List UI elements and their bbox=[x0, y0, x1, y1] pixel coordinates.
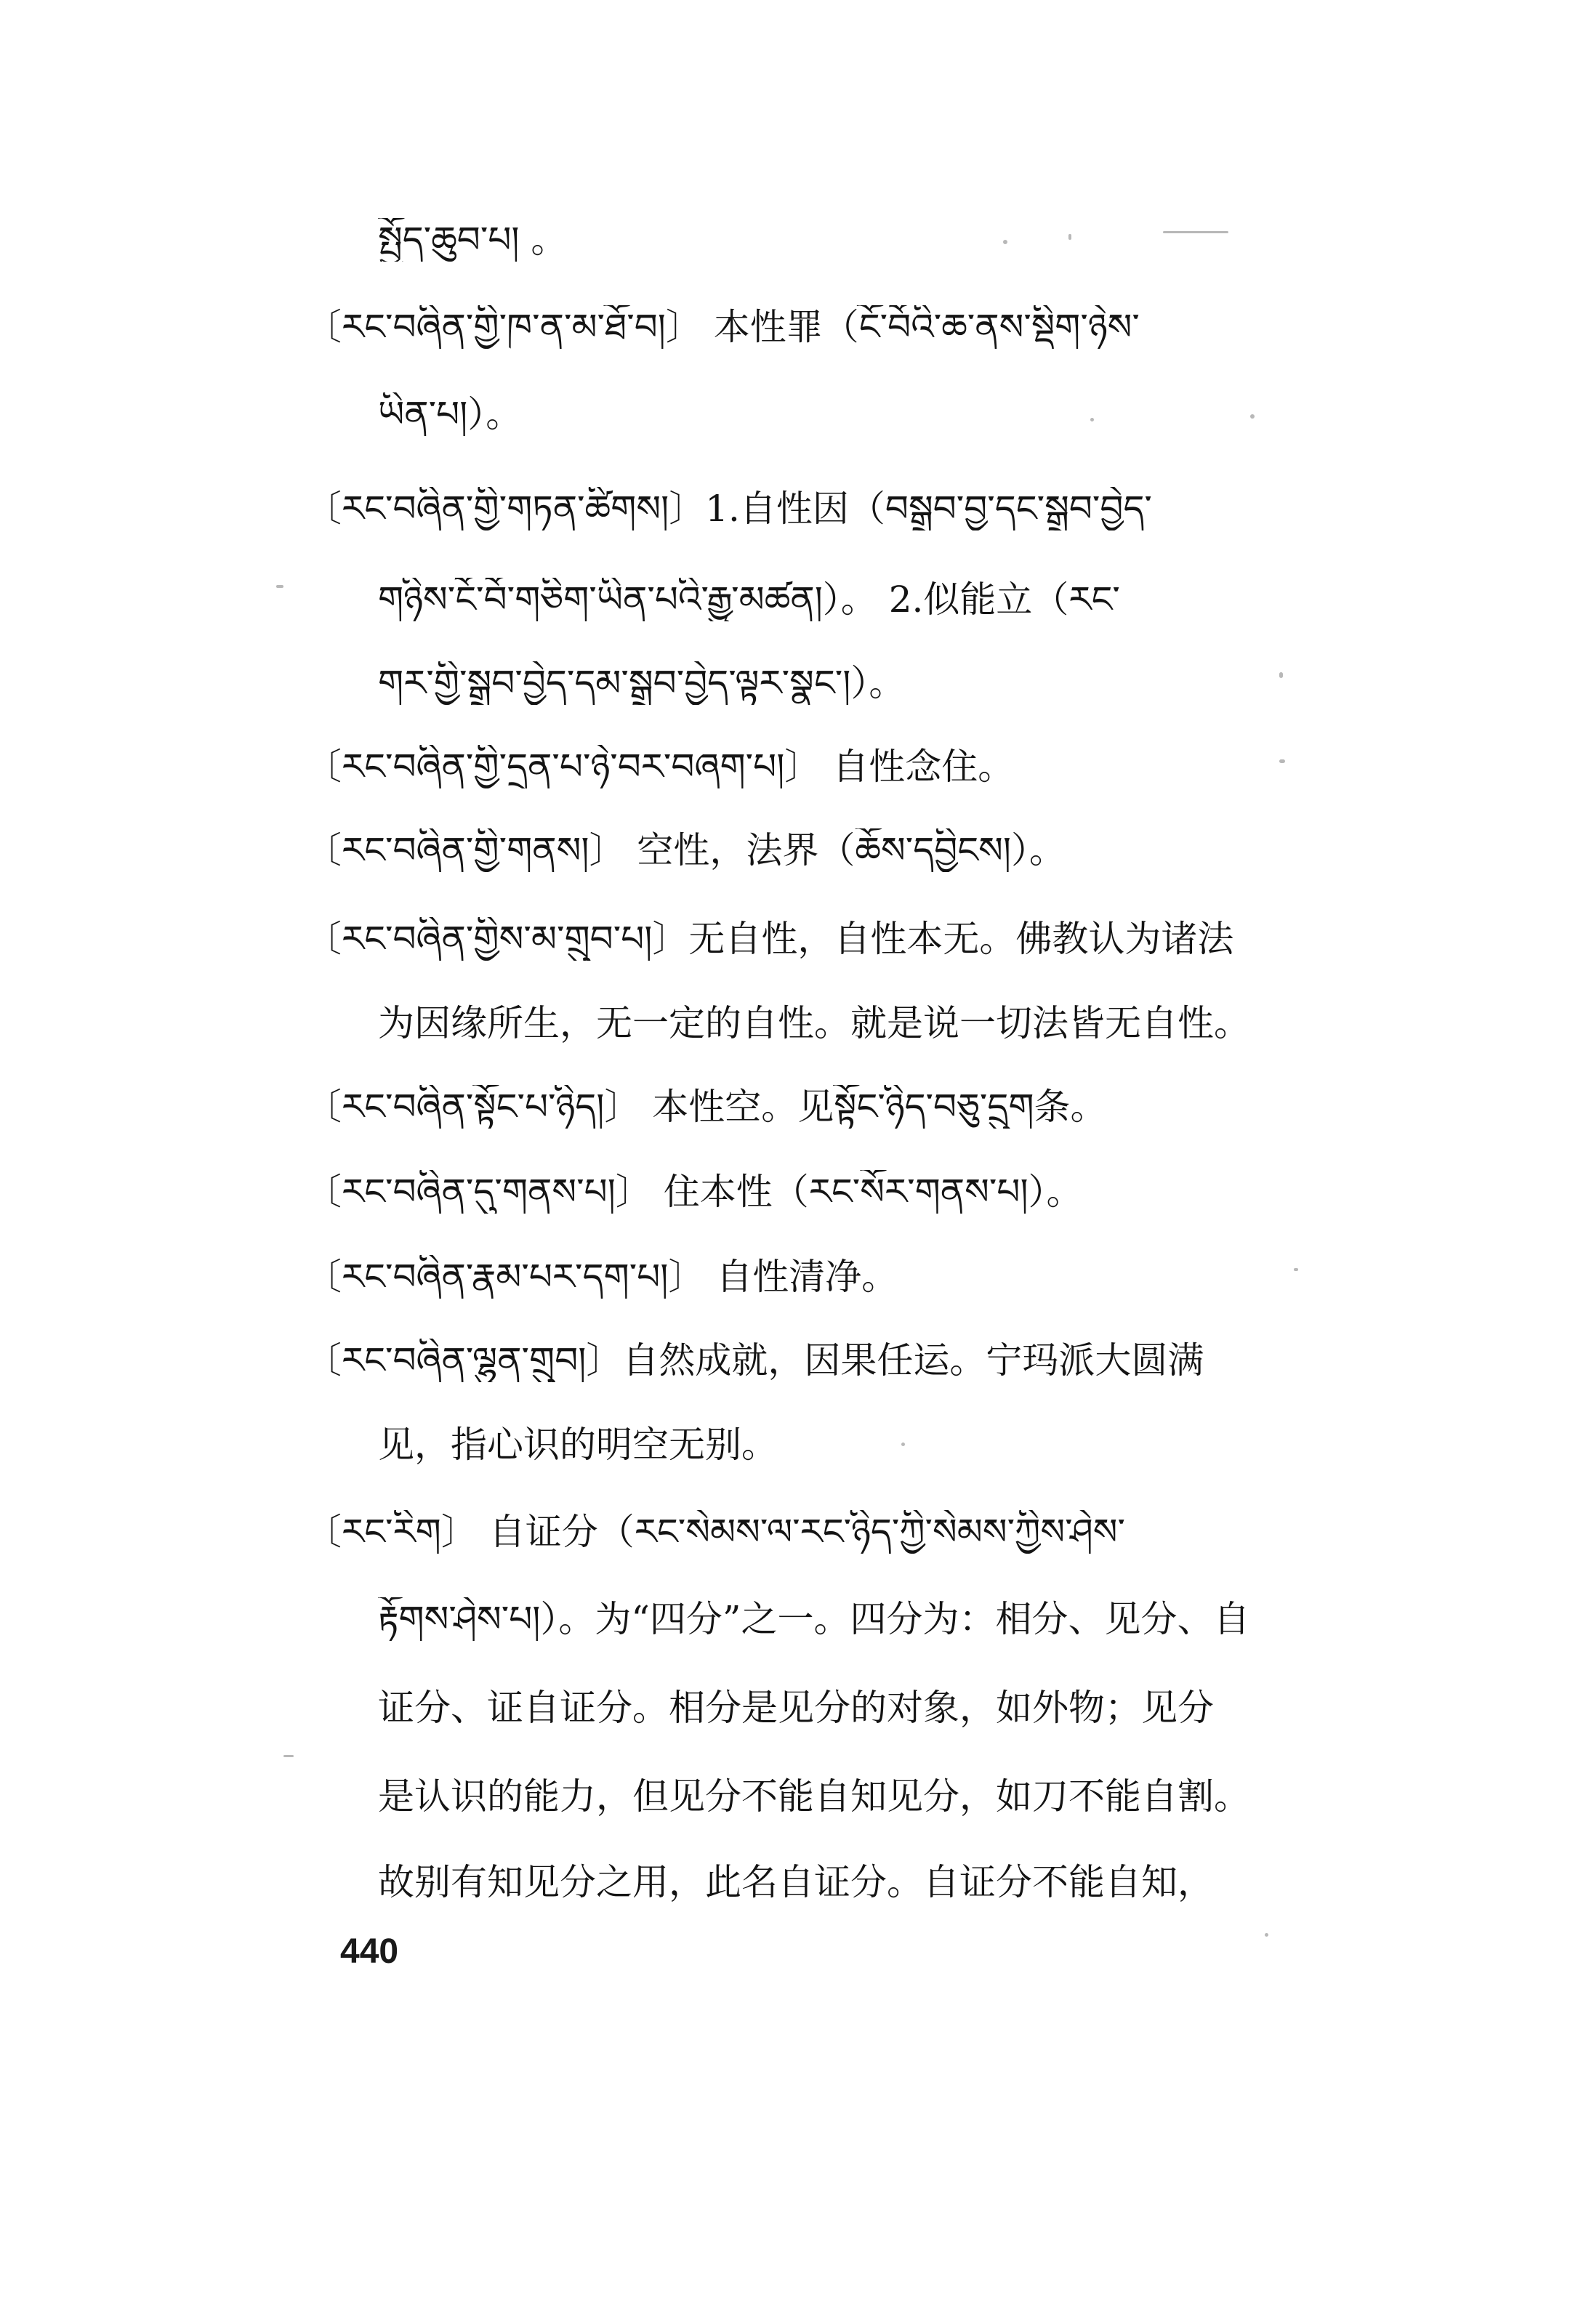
entry-headword-line: 〔རང་རིག〕 自证分（རང་སེམས་ལ་རང་ཉིད་ཀྱི་སེམས་ཀྱིས་ཤེས་ bbox=[305, 1511, 1125, 1553]
scan-speck bbox=[1068, 234, 1071, 240]
entry-headword-line: 〔རང་བཞིན་དུ་གནས་པ།〕 住本性（རང་སོར་གནས་པ།）。 bbox=[305, 1171, 1083, 1213]
entry-headword-line: 〔རང་བཞིན་ལྷུན་གྲུབ།〕自然成就，因果任运。宁玛派大圆满 bbox=[305, 1339, 1204, 1381]
scan-speck bbox=[1294, 1268, 1298, 1271]
entry-continuation: གར་གྱི་སྒྲུབ་བྱེད་དམ་སྒྲུབ་བྱེད་ལྟར་སྣང་།）。 bbox=[378, 662, 906, 704]
entry-continuation: 故别有知见分之用，此名自证分。自证分不能自知， bbox=[378, 1861, 1214, 1903]
entry-headword-line: 〔རང་བཞིན་གྱི་གནས།〕 空性，法界（ཆོས་དབྱིངས།）。 bbox=[305, 829, 1066, 871]
entry-continuation: ཡིན་པ།）。 bbox=[378, 393, 523, 435]
entry-headword-line: 〔རང་བཞིན་གྱི་དྲན་པ་ཉེ་བར་བཞག་པ།〕 自性念住。 bbox=[305, 746, 1015, 788]
entry-headword-line: 〔རང་བཞིན་གྱིས་མ་གྲུབ་པ།〕无自性，自性本无。佛教认为诸法 bbox=[305, 918, 1234, 960]
entry-continuation: 证分、证自证分。相分是见分的对象，如外物；见分 bbox=[378, 1687, 1214, 1729]
entry-headword-line: 〔རང་བཞིན་སྟོང་པ་ཉིད།〕 本性空。见སྟོང་ཉིད་བཅུ་དྲུག条。 bbox=[305, 1086, 1107, 1128]
scan-speck bbox=[1265, 1933, 1268, 1937]
scan-speck bbox=[901, 1443, 905, 1446]
scan-speck bbox=[276, 585, 283, 588]
scan-speck bbox=[1279, 672, 1283, 678]
scan-speck bbox=[1090, 418, 1094, 421]
entry-continuation: 见，指心识的明空无别。 bbox=[378, 1424, 778, 1466]
entry-continuation: གཉིས་ངོ་བོ་གཅིག་ཡིན་པའི་རྒྱུ་མཚན།）。 2.似能立（རང་ bbox=[378, 578, 1120, 621]
entry-headword-line: 〔རང་བཞིན་གྱི་ཁ་ན་མ་ཐོ་བ།〕 本性罪（ངོ་བོའི་ཆ་ནས་སྡིག་ཉེས་ bbox=[305, 306, 1140, 348]
entry-headword-line: 〔རང་བཞིན་རྣམ་པར་དག་པ།〕 自性清净。 bbox=[305, 1256, 898, 1298]
scan-speck bbox=[1250, 414, 1255, 419]
entry-continuation: རྟོགས་ཤེས་པ།）。为“四分”之一。四分为：相分、见分、自 bbox=[378, 1598, 1250, 1640]
entry-headword-line: 〔རང་བཞིན་གྱི་གཏན་ཚིགས།〕1.自性因（བསྒྲུབ་བྱ་དང་སྒྲུབ་བྱེད་ bbox=[305, 488, 1152, 530]
scan-speck bbox=[283, 1755, 294, 1757]
entry-continuation: 是认识的能力，但见分不能自知见分，如刀不能自割。 bbox=[378, 1775, 1250, 1817]
page-number: 440 bbox=[340, 1932, 399, 1971]
scan-speck bbox=[1279, 759, 1285, 763]
entry-continuation: 为因缘所生，无一定的自性。就是说一切法皆无自性。 bbox=[378, 1002, 1250, 1044]
scan-speck bbox=[1163, 231, 1228, 233]
scan-speck bbox=[1003, 240, 1007, 244]
entry-continuation: སྤྱོད་ཆུབ་པ། 。 bbox=[378, 219, 568, 261]
